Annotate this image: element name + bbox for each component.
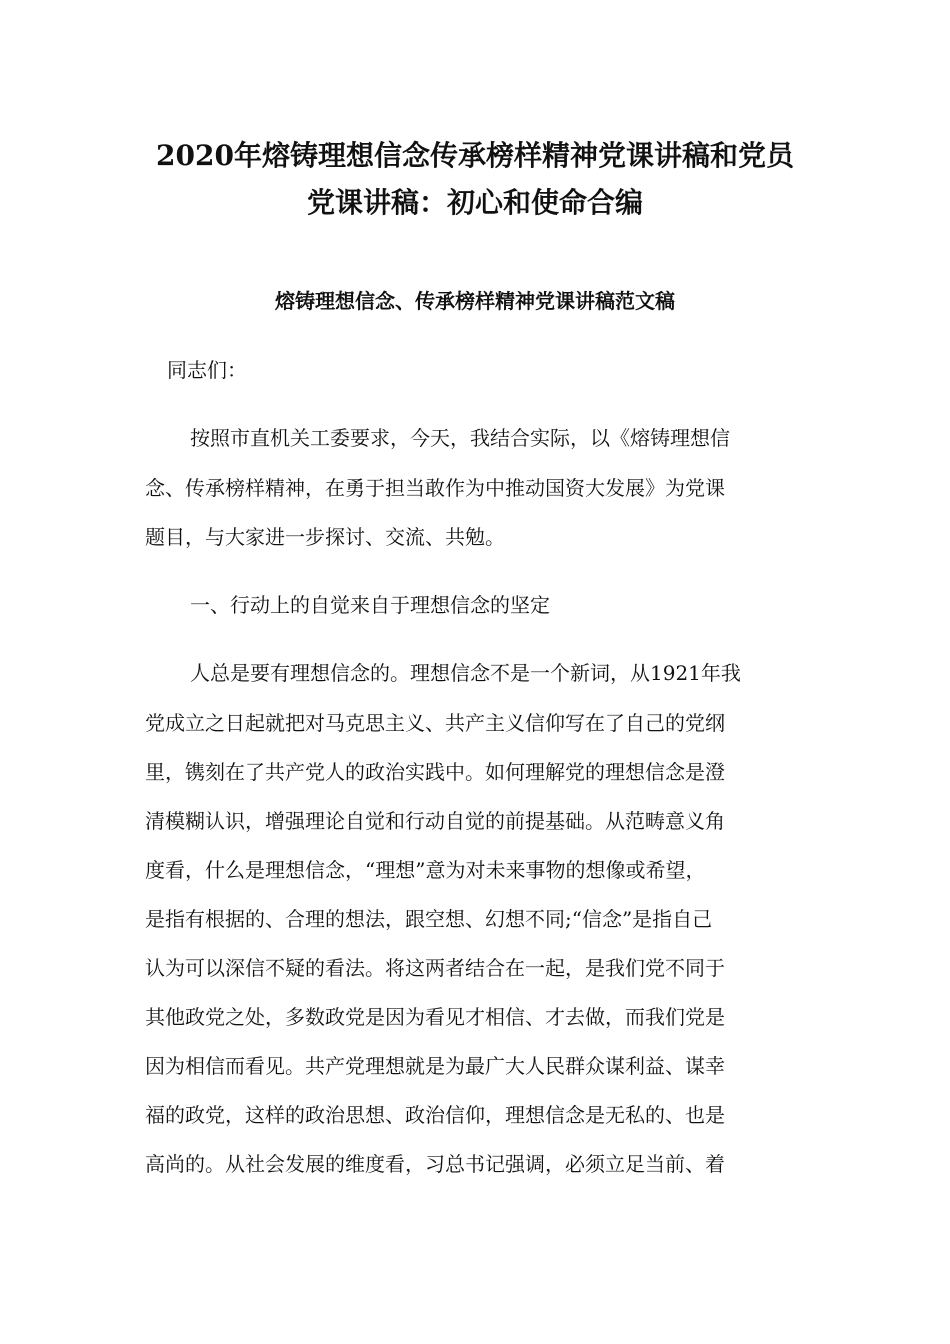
paragraph-line: 党成立之日起就把对马克思主义、共产主义信仰写在了自己的党纲 <box>145 711 725 735</box>
paragraph-line: 高尚的。从社会发展的维度看，习总书记强调，必须立足当前、着 <box>145 1152 725 1176</box>
paragraph-line: 题目，与大家进一步探讨、交流、共勉。 <box>145 525 505 549</box>
paragraph-line: 福的政党，这样的政治思想、政治信仰，理想信念是无私的、也是 <box>145 1103 725 1127</box>
paragraph-line: 认为可以深信不疑的看法。将这两者结合在一起，是我们党不同于 <box>145 956 725 980</box>
paragraph-line: 按照市直机关工委要求，今天，我结合实际，以《熔铸理想信 <box>190 426 730 450</box>
paragraph-line: 其他政党之处，多数政党是因为看见才相信、才去做，而我们党是 <box>145 1005 725 1029</box>
paragraph-line: 清模糊认识，增强理论自觉和行动自觉的前提基础。从范畴意义角 <box>145 809 725 833</box>
paragraph-line: 人总是要有理想信念的。理想信念不是一个新词，从1921年我 <box>190 661 741 685</box>
paragraph-line: 念、传承榜样精神，在勇于担当敢作为中推动国资大发展》为党课 <box>145 476 725 500</box>
document-title-line-2: 党课讲稿：初心和使命合编 <box>306 186 643 219</box>
section-heading: 一、行动上的自觉来自于理想信念的坚定 <box>190 593 550 617</box>
document-subtitle: 熔铸理想信念、传承榜样精神党课讲稿范文稿 <box>275 289 675 313</box>
paragraph-line: 度看，什么是理想信念，“理想”意为对未来事物的想像或希望， <box>145 858 706 882</box>
greeting: 同志们： <box>167 358 247 382</box>
paragraph-line: 里，镌刻在了共产党人的政治实践中。如何理解党的理想信念是澄 <box>145 760 725 784</box>
document-title-line-1: 2020年熔铸理想信念传承榜样精神党课讲稿和党员 <box>156 139 794 172</box>
paragraph-line: 是指有根据的、合理的想法，跟空想、幻想不同;“信念”是指自己 <box>145 907 713 931</box>
paragraph-line: 因为相信而看见。共产党理想就是为最广大人民群众谋利益、谋幸 <box>145 1054 725 1078</box>
